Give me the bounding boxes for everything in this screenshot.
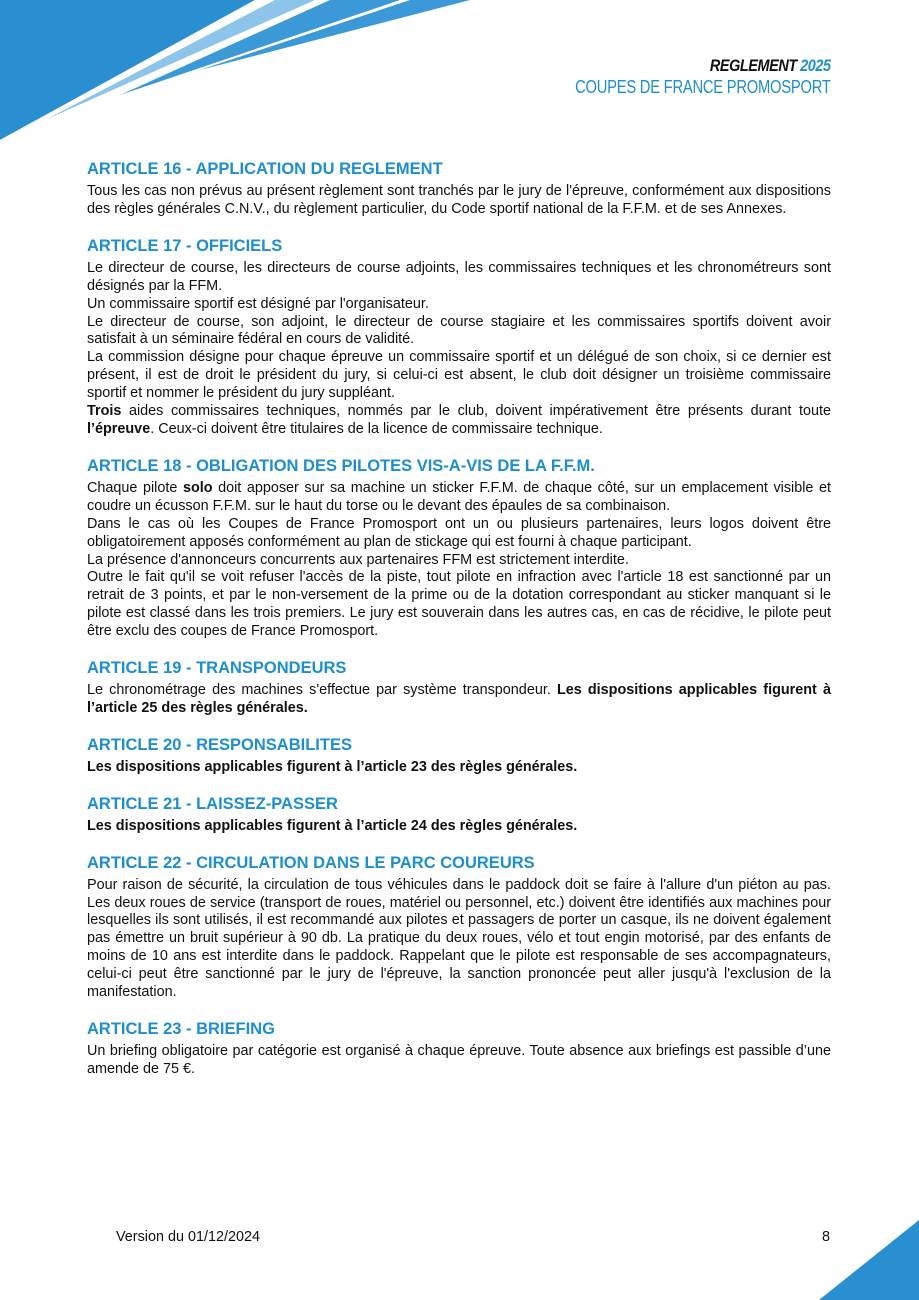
document-header [519,56,831,98]
article-title: ARTICLE 23 - BRIEFING [87,1020,275,1038]
article-title: ARTICLE 19 - TRANSPONDEURS [87,659,347,678]
article-paragraph [87,552,831,570]
bold-text: Trois [87,403,122,420]
article-paragraph [87,260,831,296]
article-section [87,160,831,219]
article-paragraph [87,759,831,777]
article-title: ARTICLE 22 - CIRCULATION DANS LE PARC COUREURS [87,853,535,872]
article-paragraph [87,480,831,516]
paragraph-text: Le chronométrage des machines s'effectue par système transpondeur. [87,682,557,699]
bold-text: Les dispositions applicables figurent à l’article 23 des règles générales. [87,758,578,775]
article-title: ARTICLE 16 - APPLICATION DU REGLEMENT [87,160,443,178]
bold-text: solo [182,479,213,496]
footer-version: Version du 01/12/2024 [116,1229,261,1245]
paragraph-text: Un commissaire sportif est désigné par l'organisateur. [87,295,429,312]
page-number: 8 [822,1229,831,1245]
paragraph-text: Un briefing obligatoire par catégorie est organisé à chaque épreuve. Toute absence aux briefings est passible d’une amende de 75 €. [87,1043,831,1077]
article-paragraph [87,1043,831,1079]
article-section [87,854,831,1002]
paragraph-text: Le directeur de course, son adjoint, le directeur de course stagiaire et les commissaires sportifs doivent avoir satisfait à un séminaire fédéral en cours de validité. [87,313,831,348]
paragraph-text: doit apposer sur sa machine un sticker F.F.M. de chaque côté, sur un emplacement visible et coudre un écusson F.F.M. sur le haut du torse ou le devant des épaules de sa combinaison. [87,479,831,514]
bold-text: l’épreuve [87,420,151,437]
article-paragraph [87,349,831,403]
article-paragraph [87,877,831,1002]
paragraph-text: La présence d'annonceurs concurrents aux partenaires FFM est strictement interdite. [87,551,629,568]
corner-stripes-decoration [0,0,480,145]
article-paragraph [87,682,831,718]
paragraph-text: Dans le cas où les Coupes de France Promosport ont un ou plusieurs partenaires, leurs logos doivent être obligatoirement apposés conformément au plan de stickage qui est fourni à chaque participant. [87,515,831,550]
article-section [87,1020,831,1079]
header-year: 2025 [800,56,831,75]
article-paragraph [87,183,831,219]
header-title-text: REGLEMENT [710,56,798,75]
paragraph-text: Le directeur de course, les directeurs de course adjoints, les commissaires techniques et les chronométreurs sont désignés par la FFM. [87,259,831,294]
paragraph-text: aides commissaires techniques, nommés par le club, doivent impérativement être présents durant toute [121,403,831,420]
article-paragraph [87,403,831,439]
article-title: ARTICLE 20 - RESPONSABILITES [87,735,352,754]
article-section [87,237,831,439]
article-paragraph [87,516,831,552]
article-paragraph [87,314,831,350]
paragraph-text: Chaque pilote [87,479,183,496]
article-section [87,795,831,836]
bold-text: Les dispositions applicables figurent à l’article 25 des règles générales. [87,682,831,716]
article-title: ARTICLE 17 - OFFICIELS [87,236,283,255]
article-section [87,457,831,641]
bold-text: Les dispositions applicables figurent à l’article 24 des règles générales. [87,817,578,834]
article-title: ARTICLE 21 - LAISSEZ-PASSER [87,794,338,813]
paragraph-text: Pour raison de sécurité, la circulation de tous véhicules dans le paddock doit se faire à l'allure d'un piéton au pas. Les deux roues de service (transport de roues, matériel ou personnel, etc.) doivent être identifiés aux machines pour lesquelles ils sont utilisés, il est recommandé aux pilotes et passagers de porter un casque, ils ne doivent également pas émettre un bruit supérieur à 90 db. La pratique du deux roues, vélo et tout engin motorisé, par des enfants de moins de 10 ans est interdite dans le paddock. Rappelant que le pilote est responsable de ses accompagnateurs, celui-ci peut être sanctionné par le jury de l'épreuve, la sanction prononcée peut aller jusqu'à l'exclusion de la manifestation. [87,876,831,1001]
article-section [87,736,831,777]
article-paragraph [87,569,831,641]
corner-triangle-decoration [819,1220,919,1300]
article-paragraph [87,296,831,314]
paragraph-text: . Ceux-ci doivent être titulaires de la licence de commissaire technique. [150,420,603,437]
paragraph-text: Tous les cas non prévus au présent règlement sont tranchés par le jury de l'épreuve, conformément aux dispositions des règles générales C.N.V., du règlement particulier, du Code sportif national de la F.F.M. et de ses Annexes. [87,183,831,217]
article-section [87,659,831,718]
document-body [87,160,831,1097]
header-title [566,56,831,76]
paragraph-text: La commission désigne pour chaque épreuve un commissaire sportif et un délégué de son choix, si ce dernier est présent, il est de droit le président du jury, si celui-ci est absent, le club doit désigner un troisième commissaire sportif et nommer le président du jury suppléant. [87,349,831,402]
article-title: ARTICLE 18 - OBLIGATION DES PILOTES VIS-A-VIS DE LA F.F.M. [87,456,595,475]
paragraph-text: Outre le fait qu'il se voit refuser l'accès de la piste, tout pilote en infraction avec l'article 18 est sanctionné par un retrait de 3 points, et par le non-versement de la prime ou de la dotation correspondant au sticker manquant si le pilote est classé dans les trois premiers. Le jury est souverain dans les autres cas, en cas de récidive, le pilote peut être exclu des coupes de France Promosport. [87,569,831,640]
article-paragraph [87,818,831,836]
header-subtitle: COUPES DE FRANCE PROMOSPORT [575,77,831,97]
